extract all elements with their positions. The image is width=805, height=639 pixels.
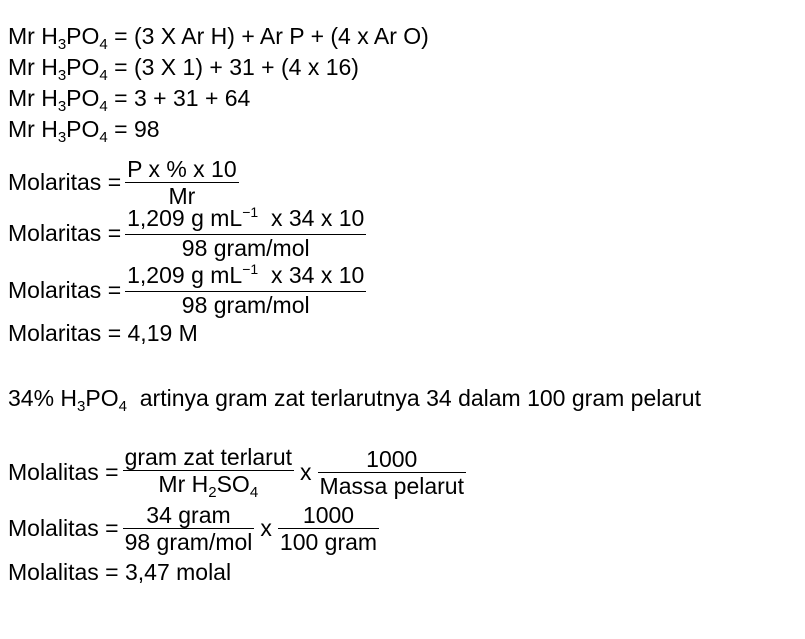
mr-sub: 3 [57,67,67,84]
mr-prefix: Mr H [8,116,58,142]
molalitas-substitution [8,498,379,558]
denominator-part: SO [216,470,250,497]
denominator-part: Mr H [158,470,209,497]
mr-sub: 4 [99,129,108,146]
fraction-denominator: 100 gram [279,528,378,555]
mr-mid: PO [66,85,100,111]
mr-prefix: Mr H [8,23,58,49]
fraction [278,502,379,555]
fraction [123,444,294,501]
molaritas-result: Molaritas = 4,19 M [8,320,198,346]
mr-sub: 4 [99,98,108,115]
numerator-superscript: −1 [242,261,259,277]
fraction-numerator: 1000 [318,446,466,473]
numerator-part: 1,209 g mL [127,262,243,288]
mr-rest: = (3 X 1) + 31 + (4 x 16) [107,54,359,80]
fraction [125,205,366,261]
fraction-denominator [156,471,260,501]
mr-mid: PO [66,116,100,142]
molaritas-label: Molaritas = [8,168,122,195]
molaritas-substitution [8,203,366,263]
fraction [125,262,366,318]
molaritas-substitution-repeat [8,260,366,320]
fraction-numerator [125,262,366,292]
fraction-denominator: 98 gram/mol [181,235,310,261]
numerator-part: x 34 x 10 [258,262,365,288]
fraction [125,156,239,209]
mr-prefix: Mr H [8,54,58,80]
numerator-part: 1,209 g mL [127,205,243,231]
concentration-statement [8,384,701,416]
molalitas-label: Molalitas = [8,514,119,541]
fraction-numerator: gram zat terlarut [124,443,293,470]
molalitas-label: Molalitas = [8,458,119,485]
fraction-denominator: Massa pelarut [319,472,464,499]
molaritas-label: Molaritas = [8,276,122,303]
fraction-denominator: 98 gram/mol [181,292,310,318]
mr-line-3 [8,84,250,116]
denominator-sub: 2 [208,483,217,501]
fraction-denominator: 98 gram/mol [124,528,253,555]
mr-rest: = 98 [107,116,160,142]
mr-line-1 [8,22,429,54]
statement-sub: 3 [77,398,86,415]
mr-sub: 3 [57,129,67,146]
mr-sub: 4 [99,36,108,53]
mr-prefix: Mr H [8,85,58,111]
fraction-numerator [125,205,366,235]
statement-prefix: 34% H [8,385,78,411]
mr-sub: 3 [57,98,67,115]
statement-rest: artinya gram zat terlarutnya 34 dalam 100 gram pelarut [126,385,701,411]
fraction-denominator: Mr [168,182,196,209]
mr-mid: PO [66,54,100,80]
fraction-numerator: 34 gram [123,502,255,529]
mr-rest: = 3 + 31 + 64 [107,85,251,111]
mr-line-4 [8,115,160,147]
numerator-superscript: −1 [242,204,259,220]
times-operator: x [300,458,312,485]
statement-mid: PO [85,385,119,411]
statement-sub: 4 [118,398,127,415]
mr-sub: 4 [99,67,108,84]
molaritas-label: Molaritas = [8,219,122,246]
fraction [318,446,466,499]
mr-sub: 3 [57,36,67,53]
numerator-part: x 34 x 10 [258,205,365,231]
fraction-numerator: 1000 [278,502,379,529]
molalitas-formula [8,442,466,502]
fraction [123,502,255,555]
mr-rest: = (3 X Ar H) + Ar P + (4 x Ar O) [107,23,429,49]
mr-line-2 [8,53,359,85]
mr-mid: PO [66,23,100,49]
molalitas-result: Molalitas = 3,47 molal [8,559,232,585]
times-operator: x [260,514,272,541]
denominator-sub: 4 [249,483,259,501]
fraction-numerator: P x % x 10 [127,155,237,182]
